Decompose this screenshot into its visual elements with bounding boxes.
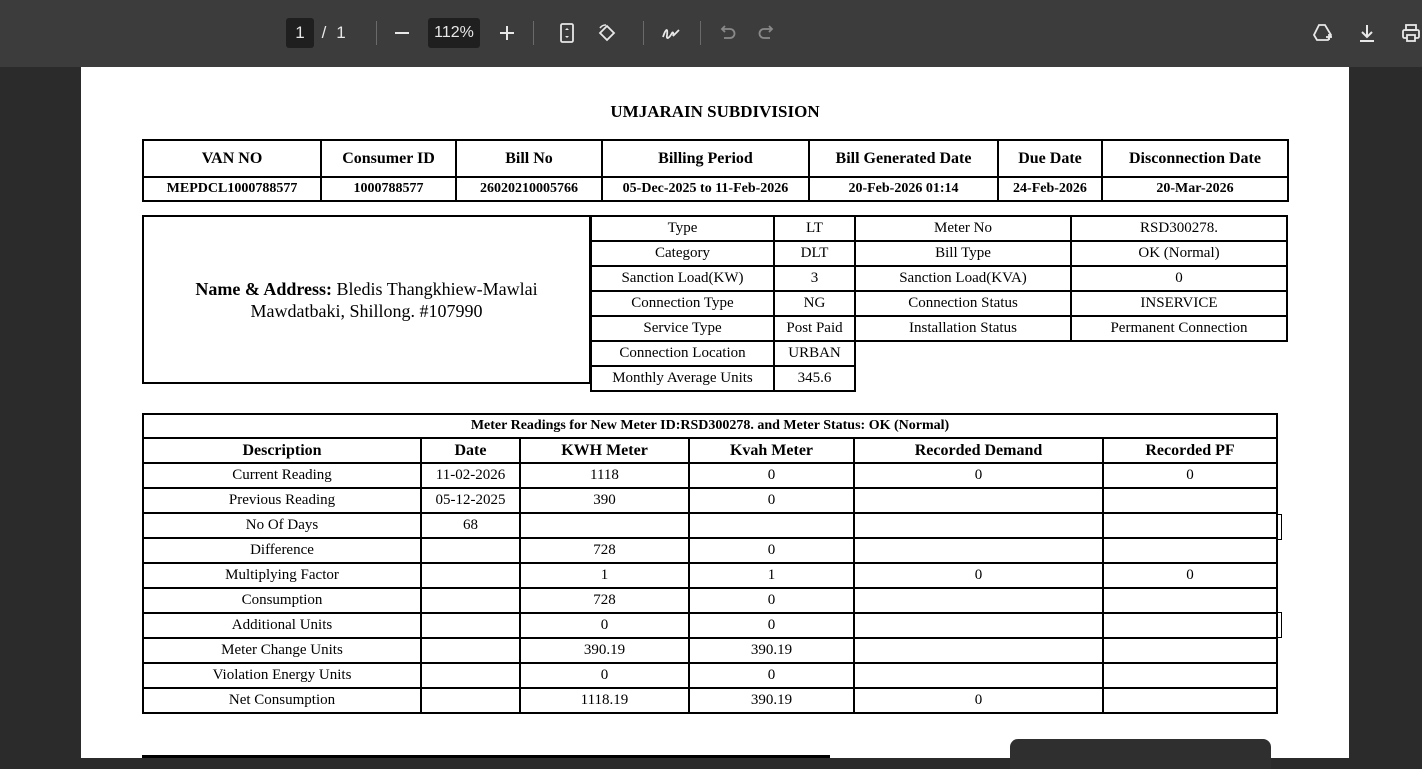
empty-cell xyxy=(855,366,1071,391)
viewer-background xyxy=(1349,67,1422,758)
empty-cell xyxy=(1071,366,1287,391)
cell xyxy=(854,588,1103,613)
cell: 390.19 xyxy=(689,688,854,713)
col-disconnection-date: Disconnection Date xyxy=(1102,140,1288,177)
page-separator: / xyxy=(321,23,327,42)
cell xyxy=(1103,488,1277,513)
cell: 0 xyxy=(689,538,854,563)
info-label: Connection Status xyxy=(855,291,1071,316)
cell xyxy=(854,638,1103,663)
info-value: INSERVICE xyxy=(1071,291,1287,316)
info-label: Connection Location xyxy=(591,341,774,366)
info-label: Service Type xyxy=(591,316,774,341)
cell: 0 xyxy=(689,588,854,613)
page-number-input[interactable]: 1 xyxy=(286,18,314,48)
cell xyxy=(854,488,1103,513)
cell xyxy=(421,613,520,638)
col-bill-generated-date: Bill Generated Date xyxy=(809,140,998,177)
print-icon xyxy=(1400,22,1422,44)
toolbar-divider xyxy=(376,21,377,45)
undo-button[interactable] xyxy=(712,18,742,48)
cell: Multiplying Factor xyxy=(143,563,421,588)
col-consumer-id: Consumer ID xyxy=(321,140,456,177)
cell: 0 xyxy=(689,613,854,638)
name-address-label: Name & Address: xyxy=(195,278,333,299)
info-value: Post Paid xyxy=(774,316,855,341)
cell xyxy=(421,663,520,688)
table-border-stub xyxy=(1278,612,1282,638)
consumer-id-value: 1000788577 xyxy=(321,177,456,201)
info-label: Bill Type xyxy=(855,241,1071,266)
viewer-background xyxy=(0,67,81,758)
empty-cell xyxy=(1071,341,1287,366)
cell: Violation Energy Units xyxy=(143,663,421,688)
bill-header-table xyxy=(142,139,1289,202)
col-description: Description xyxy=(143,438,421,463)
info-value: LT xyxy=(774,216,855,241)
cell xyxy=(689,513,854,538)
col-due-date: Due Date xyxy=(998,140,1102,177)
cell: 0 xyxy=(854,563,1103,588)
info-value: URBAN xyxy=(774,341,855,366)
cell: 728 xyxy=(520,588,689,613)
toolbar-divider xyxy=(700,21,701,45)
info-label: Sanction Load(KW) xyxy=(591,266,774,291)
cell: 0 xyxy=(854,463,1103,488)
cell xyxy=(421,538,520,563)
zoom-in-button[interactable] xyxy=(492,18,522,48)
name-address-box xyxy=(142,215,591,384)
bill-generated-date-value: 20-Feb-2026 01:14 xyxy=(809,177,998,201)
cell: 0 xyxy=(854,688,1103,713)
table-row xyxy=(143,463,1277,488)
bill-no-value: 26020210005766 xyxy=(456,177,602,201)
fit-page-icon xyxy=(556,22,578,44)
toolbar-divider xyxy=(643,21,644,45)
cell: 1 xyxy=(520,563,689,588)
cell xyxy=(854,538,1103,563)
info-label: Category xyxy=(591,241,774,266)
cell xyxy=(421,563,520,588)
col-kvah-meter: Kvah Meter xyxy=(689,438,854,463)
cell: 68 xyxy=(421,513,520,538)
info-value: RSD300278. xyxy=(1071,216,1287,241)
cell: 1118 xyxy=(520,463,689,488)
info-value: Permanent Connection xyxy=(1071,316,1287,341)
draw-icon xyxy=(660,22,682,44)
cell xyxy=(421,638,520,663)
meter-readings-caption: Meter Readings for New Meter ID:RSD300278. and Meter Status: OK (Normal) xyxy=(143,414,1277,438)
info-label: Sanction Load(KVA) xyxy=(855,266,1071,291)
pdf-toolbar xyxy=(0,0,1422,67)
download-button[interactable] xyxy=(1352,18,1382,48)
table-row xyxy=(143,663,1277,688)
col-bill-no: Bill No xyxy=(456,140,602,177)
info-label: Installation Status xyxy=(855,316,1071,341)
zoom-out-button[interactable] xyxy=(387,18,417,48)
cell: 0 xyxy=(520,663,689,688)
col-recorded-pf: Recorded PF xyxy=(1103,438,1277,463)
zoom-level-input[interactable]: 112% xyxy=(428,18,480,48)
cell: 0 xyxy=(1103,463,1277,488)
cell: 0 xyxy=(689,488,854,513)
cell xyxy=(854,513,1103,538)
cell: 390.19 xyxy=(689,638,854,663)
cell xyxy=(854,663,1103,688)
fit-page-button[interactable] xyxy=(552,18,582,48)
drive-add-icon xyxy=(1311,22,1333,44)
cell: Previous Reading xyxy=(143,488,421,513)
table-row xyxy=(143,513,1277,538)
info-label: Monthly Average Units xyxy=(591,366,774,391)
cell xyxy=(1103,638,1277,663)
cell: 1 xyxy=(689,563,854,588)
redo-icon xyxy=(756,22,778,44)
cell: 1118.19 xyxy=(520,688,689,713)
due-date-value: 24-Feb-2026 xyxy=(998,177,1102,201)
col-kwh-meter: KWH Meter xyxy=(520,438,689,463)
cell xyxy=(1103,688,1277,713)
cell: 728 xyxy=(520,538,689,563)
meter-readings-table xyxy=(142,413,1278,714)
pdf-page xyxy=(81,67,1349,758)
cell: 0 xyxy=(689,463,854,488)
table-row xyxy=(143,688,1277,713)
info-value: 0 xyxy=(1071,266,1287,291)
cell: Net Consumption xyxy=(143,688,421,713)
cell xyxy=(1103,513,1277,538)
cell: Current Reading xyxy=(143,463,421,488)
cell: 0 xyxy=(689,663,854,688)
print-button[interactable] xyxy=(1396,18,1422,48)
toolbar-divider xyxy=(533,21,534,45)
table-border-stub xyxy=(1278,514,1282,540)
table-row xyxy=(143,638,1277,663)
rotate-button[interactable] xyxy=(592,18,622,48)
name-address-value: Bledis Thangkhiew-Mawlai Mawdatbaki, Shillong. #107990 xyxy=(250,278,538,321)
consumer-info-section xyxy=(142,215,1289,388)
disconnection-date-value: 20-Mar-2026 xyxy=(1102,177,1288,201)
info-value: DLT xyxy=(774,241,855,266)
save-to-drive-button[interactable] xyxy=(1307,18,1337,48)
van-no-value: MEPDCL1000788577 xyxy=(143,177,321,201)
cell: 0 xyxy=(520,613,689,638)
cell: Additional Units xyxy=(143,613,421,638)
col-date: Date xyxy=(421,438,520,463)
cell xyxy=(1103,538,1277,563)
cell xyxy=(520,513,689,538)
col-van-no: VAN NO xyxy=(143,140,321,177)
connection-info-table xyxy=(590,215,1288,392)
cell: 11-02-2026 xyxy=(421,463,520,488)
page-title: UMJARAIN SUBDIVISION xyxy=(610,102,820,121)
col-recorded-demand: Recorded Demand xyxy=(854,438,1103,463)
info-value: 3 xyxy=(774,266,855,291)
cell: Difference xyxy=(143,538,421,563)
redo-button[interactable] xyxy=(752,18,782,48)
cell xyxy=(1103,588,1277,613)
info-value: OK (Normal) xyxy=(1071,241,1287,266)
draw-button[interactable] xyxy=(656,18,686,48)
cell: Consumption xyxy=(143,588,421,613)
info-label: Connection Type xyxy=(591,291,774,316)
cell: No Of Days xyxy=(143,513,421,538)
table-row xyxy=(143,488,1277,513)
table-row xyxy=(143,613,1277,638)
table-row xyxy=(143,563,1277,588)
minus-icon xyxy=(391,22,413,44)
download-icon xyxy=(1356,22,1378,44)
empty-cell xyxy=(855,341,1071,366)
cell xyxy=(1103,613,1277,638)
cell: 05-12-2025 xyxy=(421,488,520,513)
billing-period-value: 05-Dec-2025 to 11-Feb-2026 xyxy=(602,177,809,201)
table-row xyxy=(143,588,1277,613)
info-value: 345.6 xyxy=(774,366,855,391)
info-label: Type xyxy=(591,216,774,241)
rotate-icon xyxy=(596,22,618,44)
floating-panel[interactable] xyxy=(1010,739,1271,769)
info-label: Meter No xyxy=(855,216,1071,241)
cell xyxy=(421,688,520,713)
cell xyxy=(1103,663,1277,688)
cell: Meter Change Units xyxy=(143,638,421,663)
info-value: NG xyxy=(774,291,855,316)
col-billing-period: Billing Period xyxy=(602,140,809,177)
cell: 390 xyxy=(520,488,689,513)
cell xyxy=(854,613,1103,638)
plus-icon xyxy=(496,22,518,44)
cell xyxy=(421,588,520,613)
undo-icon xyxy=(716,22,738,44)
page-count: 1 xyxy=(336,23,346,42)
cell: 390.19 xyxy=(520,638,689,663)
table-row xyxy=(143,538,1277,563)
cell: 0 xyxy=(1103,563,1277,588)
